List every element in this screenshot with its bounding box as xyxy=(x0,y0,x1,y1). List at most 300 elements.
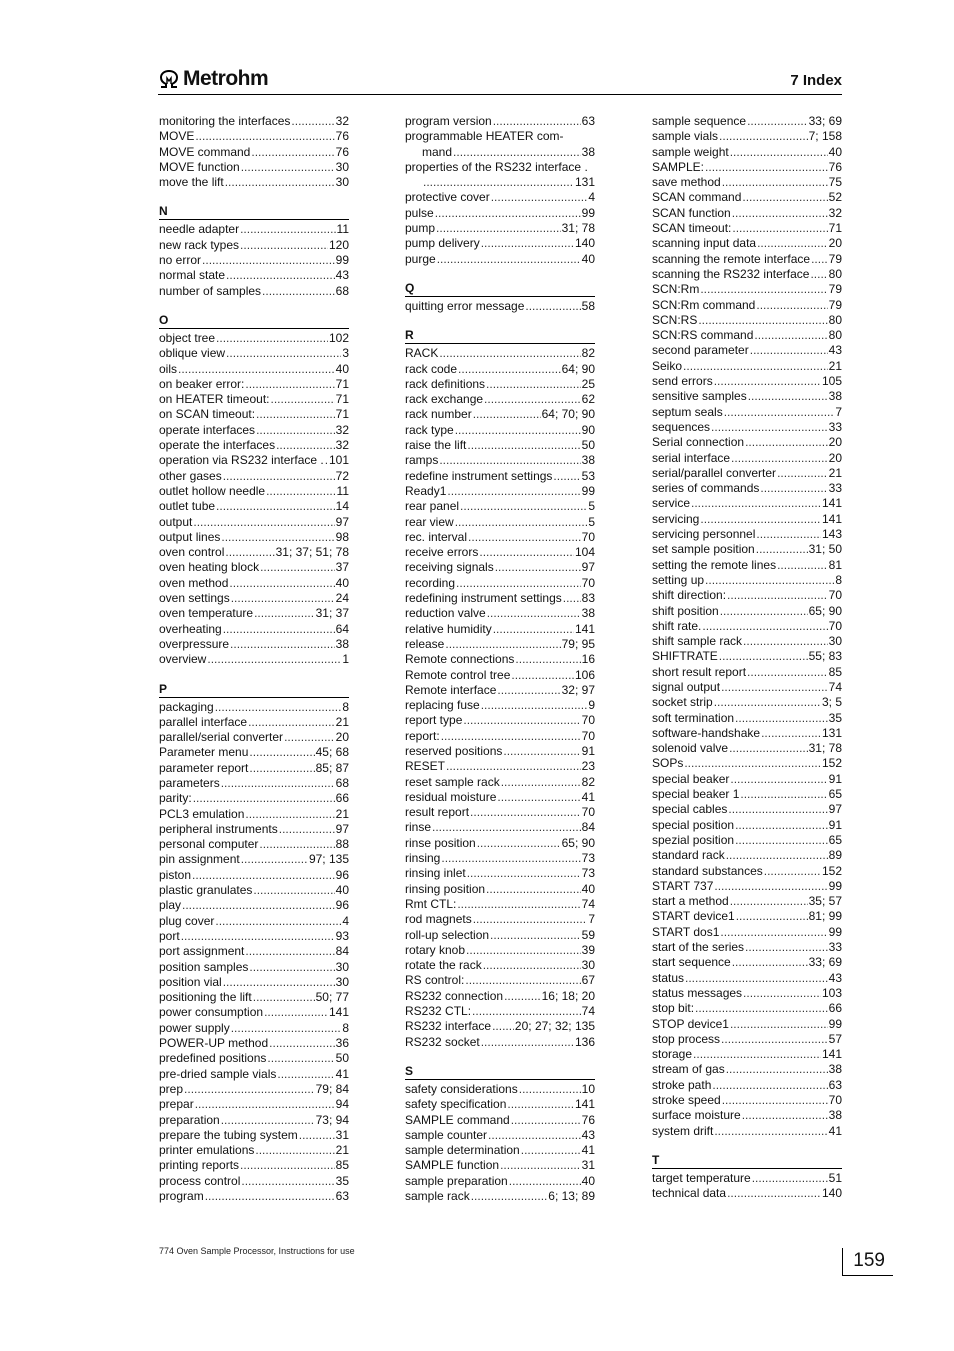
index-entry xyxy=(159,1082,349,1097)
leader-dots xyxy=(684,756,821,771)
index-entry xyxy=(159,837,349,852)
index-term: rack number xyxy=(405,407,472,422)
index-page-ref: 6; 13; 89 xyxy=(548,1189,595,1203)
page-header xyxy=(158,66,842,95)
section-title: 7 Index xyxy=(790,72,842,89)
index-entry xyxy=(652,864,842,879)
index-page-ref: 105 xyxy=(821,374,842,389)
index-entry xyxy=(652,879,842,894)
index-page-ref: 74 xyxy=(828,679,842,694)
index-page-ref: 141 xyxy=(821,511,842,526)
index-term: sample preparation xyxy=(405,1173,508,1188)
index-term: piston xyxy=(159,867,192,882)
index-page-ref: 84 xyxy=(335,944,349,959)
leader-dots xyxy=(221,776,335,791)
index-page-ref: 4 xyxy=(588,190,595,205)
index-page-ref: 33 xyxy=(828,419,842,434)
index-page-ref: 52 xyxy=(828,190,842,205)
index-term: SAMPLE command xyxy=(405,1112,510,1127)
index-page-ref: 35; 57 xyxy=(808,894,842,909)
index-term: shift position xyxy=(652,603,719,618)
leader-dots xyxy=(685,971,828,986)
index-term: preparation xyxy=(159,1112,220,1127)
index-page-ref: 43 xyxy=(828,343,842,358)
index-entry xyxy=(652,374,842,389)
index-entry xyxy=(159,1067,349,1082)
index-entry xyxy=(405,252,595,267)
index-page-ref: 88 xyxy=(335,837,349,852)
index-term: port xyxy=(159,928,180,943)
index-term: PCL3 emulation xyxy=(159,806,245,821)
index-page-ref: 76 xyxy=(828,159,842,174)
leader-dots xyxy=(479,545,574,560)
index-entry xyxy=(405,698,595,713)
index-term: shift direction: xyxy=(652,588,727,603)
index-entry xyxy=(159,791,349,806)
index-page-ref: 85 xyxy=(335,1158,349,1173)
index-entry xyxy=(405,1128,595,1143)
leader-dots xyxy=(740,787,827,802)
index-entry xyxy=(159,114,349,129)
leader-dots xyxy=(463,713,580,728)
index-term: quitting error message xyxy=(405,298,525,313)
index-page-ref: 20 xyxy=(828,236,842,251)
index-page-ref: 38 xyxy=(335,636,349,651)
index-entry xyxy=(405,114,595,129)
leader-dots xyxy=(722,1093,828,1108)
index-page-ref: 9 xyxy=(588,698,595,713)
index-page-ref: 140 xyxy=(574,236,595,251)
index-entry xyxy=(652,420,842,435)
leader-dots xyxy=(730,772,827,787)
index-term: redefining instrument settings xyxy=(405,591,562,606)
index-entry xyxy=(652,604,842,619)
index-entry xyxy=(405,652,595,667)
leader-dots xyxy=(465,973,580,988)
index-entry xyxy=(159,253,349,268)
index-entry xyxy=(159,362,349,377)
index-page-ref: 37 xyxy=(335,560,349,575)
leader-dots xyxy=(711,420,828,435)
leader-dots xyxy=(264,1005,328,1020)
index-entry xyxy=(405,1019,595,1034)
index-entry xyxy=(405,530,595,545)
index-entry xyxy=(405,499,595,514)
index-term: residual moisture xyxy=(405,789,497,804)
index-entry xyxy=(159,377,349,392)
index-term: SHIFTRATE xyxy=(652,649,718,664)
index-page-ref: 20; 27; 32; 135 xyxy=(514,1019,595,1034)
index-page-ref: 64; 90 xyxy=(561,361,595,376)
index-entry xyxy=(159,944,349,959)
index-page-ref: 7 xyxy=(835,404,842,419)
index-page-ref: 81; 99 xyxy=(808,909,842,924)
leader-dots xyxy=(507,1097,574,1112)
index-term: other gases xyxy=(159,468,222,483)
leader-dots xyxy=(756,542,808,557)
index-term: rinsing inlet xyxy=(405,866,466,881)
index-entry xyxy=(405,744,595,759)
leader-dots xyxy=(299,1128,335,1143)
index-entry xyxy=(652,573,842,588)
leader-dots xyxy=(241,1174,334,1189)
index-page-ref: 21 xyxy=(335,1143,349,1158)
index-entry xyxy=(405,912,595,927)
index-page-ref: 120 xyxy=(328,237,349,252)
index-term: pre-dried sample vials xyxy=(159,1066,277,1081)
index-page-ref: 40 xyxy=(581,881,595,896)
leader-dots xyxy=(735,833,828,848)
index-entry xyxy=(159,331,349,346)
index-page-ref: 99 xyxy=(828,924,842,939)
index-page-ref: 131 xyxy=(821,725,842,740)
index-page-ref: 30 xyxy=(335,159,349,174)
index-term: target temperature xyxy=(652,1170,751,1185)
index-page-ref: 99 xyxy=(581,205,595,220)
index-page-ref: 58 xyxy=(581,298,595,313)
leader-dots xyxy=(705,160,828,175)
leader-dots xyxy=(760,481,827,496)
index-entry xyxy=(405,392,595,407)
index-entry xyxy=(405,469,595,484)
leader-dots xyxy=(195,1097,335,1112)
leader-dots xyxy=(693,1047,821,1062)
index-term: overpressure xyxy=(159,636,230,651)
index-entry xyxy=(159,145,349,160)
leader-dots xyxy=(732,955,808,970)
leader-dots xyxy=(441,851,580,866)
leader-dots xyxy=(248,715,335,730)
leader-dots xyxy=(223,975,335,990)
leader-dots xyxy=(193,791,335,806)
index-entry xyxy=(159,392,349,407)
index-page-ref: 20 xyxy=(828,450,842,465)
index-term: SOPs xyxy=(652,756,684,771)
index-entry xyxy=(159,868,349,883)
index-page-ref: 84 xyxy=(581,820,595,835)
index-entry xyxy=(652,435,842,450)
index-entry xyxy=(159,606,349,621)
leader-dots xyxy=(276,438,335,453)
index-page-ref: 33; 69 xyxy=(808,114,842,128)
index-page-ref: 55; 83 xyxy=(808,649,842,664)
index-term: printer emulations xyxy=(159,1143,255,1158)
index-entry xyxy=(405,775,595,790)
leader-dots xyxy=(700,282,827,297)
index-column-1 xyxy=(159,114,349,1204)
index-term: protective cover xyxy=(405,190,490,205)
index-term: shift sample rack xyxy=(652,634,743,649)
index-entry xyxy=(159,822,349,837)
index-page-ref: 152 xyxy=(821,863,842,878)
leader-dots xyxy=(743,634,828,649)
index-page-ref: 32 xyxy=(335,438,349,453)
index-term: SCN:RS command xyxy=(652,328,754,343)
index-term: reset sample rack xyxy=(405,774,500,789)
index-entry xyxy=(159,238,349,253)
index-entry xyxy=(652,405,842,420)
index-entry xyxy=(652,695,842,710)
index-page-ref: 90 xyxy=(581,422,595,437)
index-entry xyxy=(405,729,595,744)
index-entry xyxy=(405,206,595,221)
index-term: STOP device1 xyxy=(652,1016,729,1031)
index-entry xyxy=(405,759,595,774)
index-entry xyxy=(159,1036,349,1051)
index-term: prep xyxy=(159,1081,184,1096)
index-page-ref: 10 xyxy=(581,1081,595,1096)
leader-dots xyxy=(267,1051,334,1066)
index-page-ref: 96 xyxy=(335,898,349,913)
index-page-ref: 36 xyxy=(335,1036,349,1051)
index-entry xyxy=(159,852,349,867)
index-term: report type xyxy=(405,713,463,728)
index-page-ref: 80 xyxy=(828,328,842,343)
index-term: RS232 CTL: xyxy=(405,1004,472,1019)
index-page-ref: 7 xyxy=(588,912,595,927)
index-entry xyxy=(405,973,595,988)
index-entry xyxy=(652,145,842,160)
leader-dots xyxy=(714,879,827,894)
index-entry xyxy=(405,928,595,943)
index-term: standard substances xyxy=(652,863,763,878)
index-entry xyxy=(652,558,842,573)
index-page-ref: 38 xyxy=(581,144,595,159)
index-entry xyxy=(405,713,595,728)
index-letter-heading: Q xyxy=(405,281,595,297)
index-page-ref: 41 xyxy=(828,1123,842,1138)
index-page-ref: 53 xyxy=(581,468,595,483)
index-page-ref: 70 xyxy=(581,728,595,743)
leader-dots xyxy=(231,591,335,606)
index-term: rinsing position xyxy=(405,881,486,896)
index-term: rack code xyxy=(405,361,458,376)
index-entry xyxy=(405,1097,595,1112)
index-term: output xyxy=(159,514,193,529)
index-entry xyxy=(405,958,595,973)
index-entry xyxy=(159,453,349,468)
leader-dots xyxy=(240,222,335,237)
index-term: number of samples xyxy=(159,283,262,298)
index-page-ref: 41 xyxy=(581,1143,595,1158)
index-page-ref: 80 xyxy=(828,266,842,281)
index-entry xyxy=(159,960,349,975)
index-page-ref: 40 xyxy=(581,1173,595,1188)
index-page-ref: 25 xyxy=(581,376,595,391)
index-page-ref: 82 xyxy=(581,774,595,789)
index-term: send errors xyxy=(652,374,713,389)
index-page-ref: 31; 37; 51; 78 xyxy=(275,545,349,560)
index-page-ref: 79; 95 xyxy=(561,636,595,651)
index-term: RACK xyxy=(405,346,439,361)
leader-dots xyxy=(249,960,334,975)
index-term: parallel/serial converter xyxy=(159,730,284,745)
index-term: power supply xyxy=(159,1020,230,1035)
leader-dots xyxy=(473,912,588,927)
leader-dots xyxy=(750,343,828,358)
index-entry xyxy=(159,883,349,898)
leader-dots xyxy=(745,435,828,450)
index-entry xyxy=(652,1171,842,1186)
index-term: rear view xyxy=(405,514,454,529)
leader-dots xyxy=(256,407,335,422)
index-term: receiving signals xyxy=(405,560,494,575)
index-term: play xyxy=(159,898,182,913)
index-page-ref: 3 xyxy=(342,346,349,361)
index-entry xyxy=(652,925,842,940)
index-term: personal computer xyxy=(159,837,259,852)
leader-dots xyxy=(439,453,580,468)
leader-dots xyxy=(727,1186,821,1201)
index-term: serial/parallel converter xyxy=(652,465,777,480)
leader-dots xyxy=(245,944,334,959)
index-entry xyxy=(652,940,842,955)
index-term: servicing personnel xyxy=(652,527,756,542)
index-entry xyxy=(405,423,595,438)
index-page-ref: 31; 78 xyxy=(808,741,842,756)
index-entry xyxy=(652,313,842,328)
index-page-ref: 63 xyxy=(828,1077,842,1092)
index-entry xyxy=(405,560,595,575)
index-term: scanning input data xyxy=(652,236,757,251)
leader-dots xyxy=(488,1128,581,1143)
index-page-ref: 38 xyxy=(581,453,595,468)
index-page-ref: 31; 37 xyxy=(315,606,349,621)
index-entry xyxy=(652,955,842,970)
leader-dots xyxy=(481,236,574,251)
index-page-ref: 38 xyxy=(828,1108,842,1123)
index-entry xyxy=(405,805,595,820)
index-page-ref: 72 xyxy=(335,468,349,483)
index-entry xyxy=(159,1005,349,1020)
leader-dots xyxy=(225,545,274,560)
index-page-ref: 35 xyxy=(828,710,842,725)
leader-dots xyxy=(284,730,335,745)
index-term: SCN:Rm command xyxy=(652,297,756,312)
index-column-2 xyxy=(405,114,595,1204)
index-entry xyxy=(405,377,595,392)
index-term: properties of the RS232 interface . xyxy=(405,159,588,174)
index-term: replacing fuse xyxy=(405,698,480,713)
index-term: predefined positions xyxy=(159,1051,267,1066)
index-entry xyxy=(652,909,842,924)
leader-dots xyxy=(702,619,827,634)
leader-dots xyxy=(698,313,827,328)
index-page-ref: 39 xyxy=(581,942,595,957)
index-term: storage xyxy=(652,1047,693,1062)
index-term: START dos1 xyxy=(652,924,720,939)
index-page-ref: 63 xyxy=(581,114,595,128)
leader-dots xyxy=(525,299,580,314)
index-term: spezial position xyxy=(652,832,735,847)
leader-dots xyxy=(249,761,314,776)
index-term: normal state xyxy=(159,268,226,283)
index-entry xyxy=(652,1047,842,1062)
index-entry xyxy=(159,1189,349,1204)
index-page-ref: 20 xyxy=(335,730,349,745)
index-term: rack definitions xyxy=(405,376,486,391)
leader-dots xyxy=(473,407,541,422)
index-page-ref: 16 xyxy=(581,652,595,667)
index-term: scanning the remote interface xyxy=(652,251,811,266)
leader-dots xyxy=(736,909,808,924)
index-page-ref: 82 xyxy=(581,346,595,361)
leader-dots xyxy=(256,423,335,438)
index-page-ref: 3; 5 xyxy=(821,695,842,710)
leader-dots xyxy=(435,206,581,221)
leader-dots xyxy=(255,1143,334,1158)
leader-dots xyxy=(732,206,828,221)
index-entry xyxy=(652,772,842,787)
index-term: oven temperature xyxy=(159,606,254,621)
index-term: surface moisture xyxy=(652,1108,741,1123)
index-term: mand xyxy=(422,144,453,159)
index-page-ref: 140 xyxy=(821,1186,842,1201)
leader-dots xyxy=(493,114,581,129)
leader-dots xyxy=(483,958,581,973)
index-entry xyxy=(652,1078,842,1093)
index-page-ref: 68 xyxy=(335,775,349,790)
index-term: RS control: xyxy=(405,973,465,988)
leader-dots xyxy=(477,836,561,851)
index-page-ref: 97 xyxy=(581,560,595,575)
index-entry xyxy=(405,882,595,897)
leader-dots xyxy=(730,894,808,909)
index-entry xyxy=(405,622,595,637)
index-page-ref: 68 xyxy=(335,283,349,298)
leader-dots xyxy=(437,252,581,267)
index-term: raise the lift xyxy=(405,438,467,453)
index-page-ref: 99 xyxy=(335,253,349,268)
index-term: setting the remote lines xyxy=(652,557,777,572)
leader-dots xyxy=(202,253,335,268)
index-term: overview xyxy=(159,652,207,667)
index-term: sensitive samples xyxy=(652,389,747,404)
leader-dots xyxy=(691,496,821,511)
index-term: RS232 interface xyxy=(405,1019,492,1034)
index-term: Ready1 xyxy=(405,483,447,498)
leader-dots xyxy=(225,175,335,190)
index-page-ref: 32 xyxy=(335,114,349,128)
index-page-ref: 79; 84 xyxy=(315,1081,349,1096)
index-term: plug cover xyxy=(159,913,215,928)
index-entry xyxy=(652,282,842,297)
index-term: save method xyxy=(652,175,721,190)
index-page-ref: 21 xyxy=(335,714,349,729)
index-page-ref: 64; 70; 90 xyxy=(541,407,595,422)
leader-dots xyxy=(471,1189,548,1204)
brand-name: Metrohm xyxy=(183,67,269,90)
index-term: SCN:RS xyxy=(652,312,698,327)
index-entry xyxy=(159,423,349,438)
index-entry xyxy=(159,1051,349,1066)
leader-dots xyxy=(748,389,828,404)
index-entry xyxy=(405,1113,595,1128)
index-term: rod magnets xyxy=(405,912,472,927)
index-entry xyxy=(159,530,349,545)
index-entry xyxy=(405,1143,595,1158)
index-term: rotate the rack xyxy=(405,958,482,973)
leader-dots xyxy=(181,929,335,944)
index-entry xyxy=(652,756,842,771)
leader-dots xyxy=(215,700,342,715)
index-term: START 737 xyxy=(652,878,714,893)
leader-dots xyxy=(754,328,827,343)
leader-dots xyxy=(251,145,334,160)
leader-dots xyxy=(240,238,328,253)
index-entry xyxy=(159,560,349,575)
index-entry xyxy=(159,715,349,730)
